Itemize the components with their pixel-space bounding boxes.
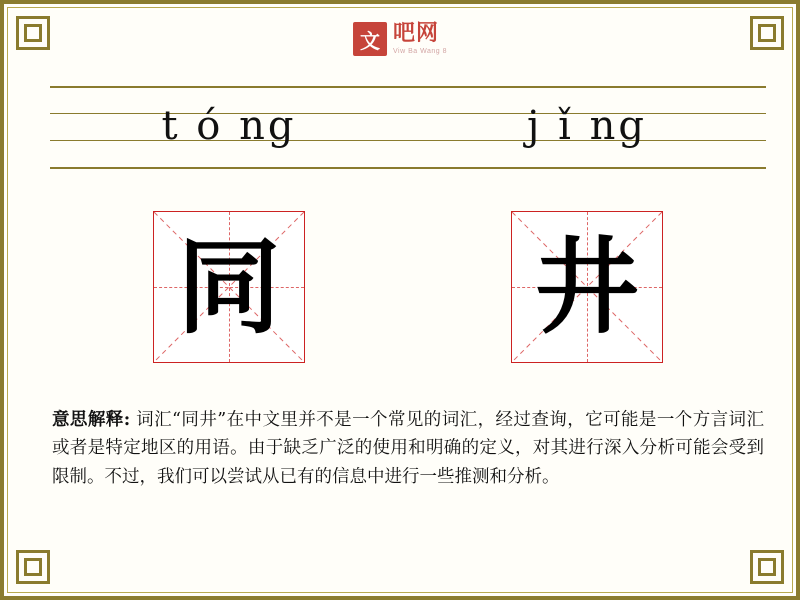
pinyin-staff	[50, 86, 766, 172]
corner-ornament-bottom-left	[16, 550, 50, 584]
pinyin-syllable-1: t ó ng	[161, 103, 297, 149]
page-inner-border	[7, 7, 793, 593]
logo-text	[393, 23, 447, 55]
logo-mark-icon: 文	[353, 22, 387, 56]
logo-title: 吧网	[393, 21, 440, 46]
corner-ornament-bottom-right	[750, 550, 784, 584]
tianzige-grid-2	[511, 211, 663, 363]
corner-ornament-top-left	[16, 16, 50, 50]
tianzige-grid-1	[153, 211, 305, 363]
character-cell-2	[408, 206, 766, 368]
pinyin-syllable-2: j ǐ ng	[527, 103, 647, 149]
explanation-paragraph	[52, 406, 764, 491]
site-watermark-logo	[353, 22, 447, 56]
character-cell-1	[50, 206, 408, 368]
character-glyph-2: 井	[534, 225, 639, 348]
explanation-label: 意思解释:	[52, 410, 131, 430]
pinyin-row	[50, 86, 766, 172]
corner-ornament-top-right	[750, 16, 784, 50]
character-grid-row	[50, 206, 766, 368]
explanation-text: 词汇“同井”在中文里并不是一个常见的词汇，经过查询，它可能是一个方言词汇或者是特定地区的用语。由于缺乏广泛的使用和明确的定义，对其进行深入分析可能会受到限制。不过，我们可以尝试从已有的信息中进行一些推测和分析。	[52, 410, 764, 487]
character-glyph-1: 同	[176, 225, 281, 348]
logo-subtitle: Viw Ba Wang 8	[393, 48, 447, 55]
